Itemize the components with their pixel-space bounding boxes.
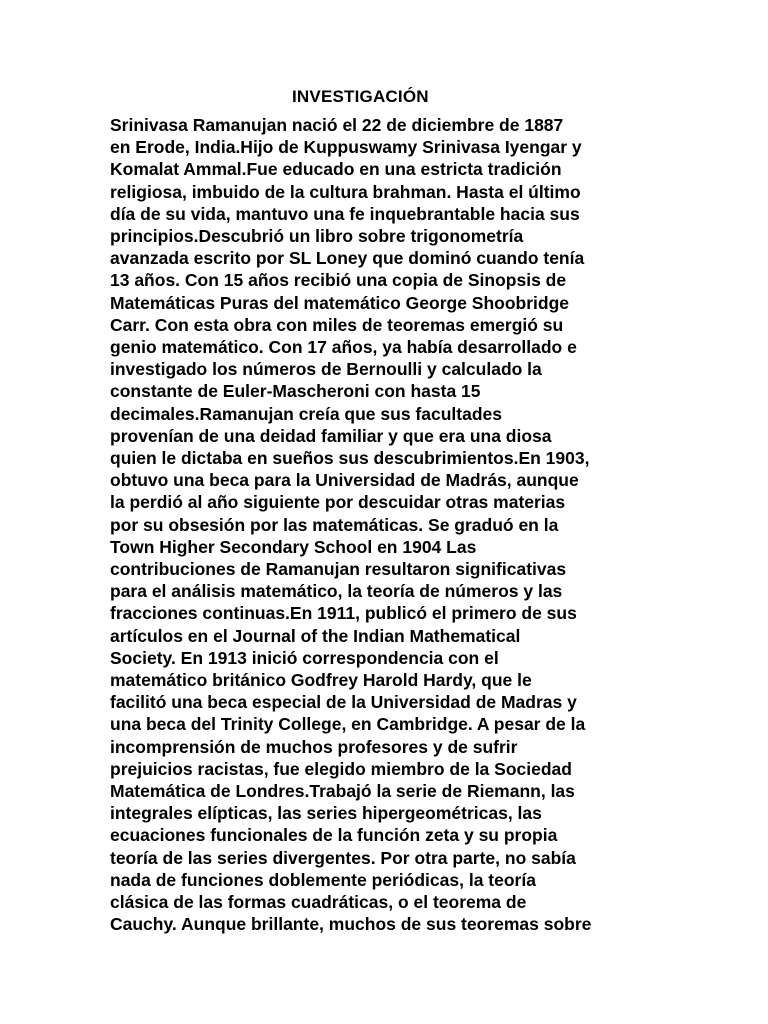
document-line: artículos en el Journal of the Indian Mathematical xyxy=(110,625,521,646)
document-line: decimales.Ramanujan creía que sus facultades xyxy=(110,403,502,424)
document-line: ecuaciones funcionales de la función zeta y su propia xyxy=(110,825,558,846)
document-line: 13 años. Con 15 años recibió una copia de Sinopsis de xyxy=(110,270,567,291)
document-line: una beca del Trinity College, en Cambridge. A pesar de la xyxy=(110,714,586,735)
document-line: nada de funciones doblemente periódicas, la teoría xyxy=(110,869,536,890)
document-line: Town Higher Secondary School en 1904 Las xyxy=(110,536,477,557)
document-line: Carr. Con esta obra con miles de teoremas emergió su xyxy=(110,314,564,335)
document-line: en Erode, India.Hijo de Kuppuswamy Srinivasa Iyengar y xyxy=(110,137,582,158)
document-line: integrales elípticas, las series hipergeométricas, las xyxy=(110,803,542,824)
document-line: prejuicios racistas, fue elegido miembro de la Sociedad xyxy=(110,758,572,779)
document-line: día de su vida, mantuvo una fe inquebrantable hacia sus xyxy=(110,203,580,224)
document-line: Matemáticas Puras del matemático George Shoobridge xyxy=(110,292,570,313)
document-line: obtuvo una beca para la Universidad de Madrás, aunque xyxy=(110,470,579,491)
document-line: por su obsesión por las matemáticas. Se graduó en la xyxy=(110,514,559,535)
document-line: contribuciones de Ramanujan resultaron significativas xyxy=(110,559,567,579)
document-line: matemático británico Godfrey Harold Hardy, que le xyxy=(110,670,532,690)
document-line: la perdió al año siguiente por descuidar otras materias xyxy=(110,492,566,513)
document-line: quien le dictaba en sueños sus descubrimientos.En 1903, xyxy=(110,448,590,468)
document-line: fracciones continuas.En 1911, publicó el primero de sus xyxy=(110,603,577,624)
document-line: teoría de las series divergentes. Por otra parte, no sabía xyxy=(110,847,576,868)
document-line: religiosa, imbuido de la cultura brahman. Hasta el último xyxy=(110,181,581,202)
document-line: provenían de una deidad familiar y que era una diosa xyxy=(110,425,552,446)
document-line: Cauchy. Aunque brillante, muchos de sus teoremas sobre xyxy=(110,914,592,935)
document-line: facilitó una beca especial de la Universidad de Madras y xyxy=(110,692,577,713)
document-line: avanzada escrito por SL Loney que dominó cuando tenía xyxy=(110,248,585,269)
document-line: Srinivasa Ramanujan nació el 22 de diciembre de 1887 xyxy=(110,115,564,135)
document-line: para el análisis matemático, la teoría de números y las xyxy=(110,581,563,602)
document-line: principios.Descubrió un libro sobre trigonometría xyxy=(110,226,524,246)
document-line: incomprensión de muchos profesores y de sufrir xyxy=(110,736,518,757)
document-line: investigado los números de Bernoulli y calculado la xyxy=(110,359,542,380)
document-line: Matemática de Londres.Trabajó la serie de Riemann, las xyxy=(110,781,575,801)
document-line: Komalat Ammal.Fue educado en una estricta tradición xyxy=(110,159,562,180)
document-title: INVESTIGACIÓN xyxy=(292,87,429,106)
document-line: constante de Euler-Mascheroni con hasta 15 xyxy=(110,381,481,402)
document-line: clásica de las formas cuadráticas, o el teorema de xyxy=(110,892,527,912)
document-line: Society. En 1913 inició correspondencia con el xyxy=(110,647,499,668)
document-line: genio matemático. Con 17 años, ya había desarrollado e xyxy=(110,337,577,357)
